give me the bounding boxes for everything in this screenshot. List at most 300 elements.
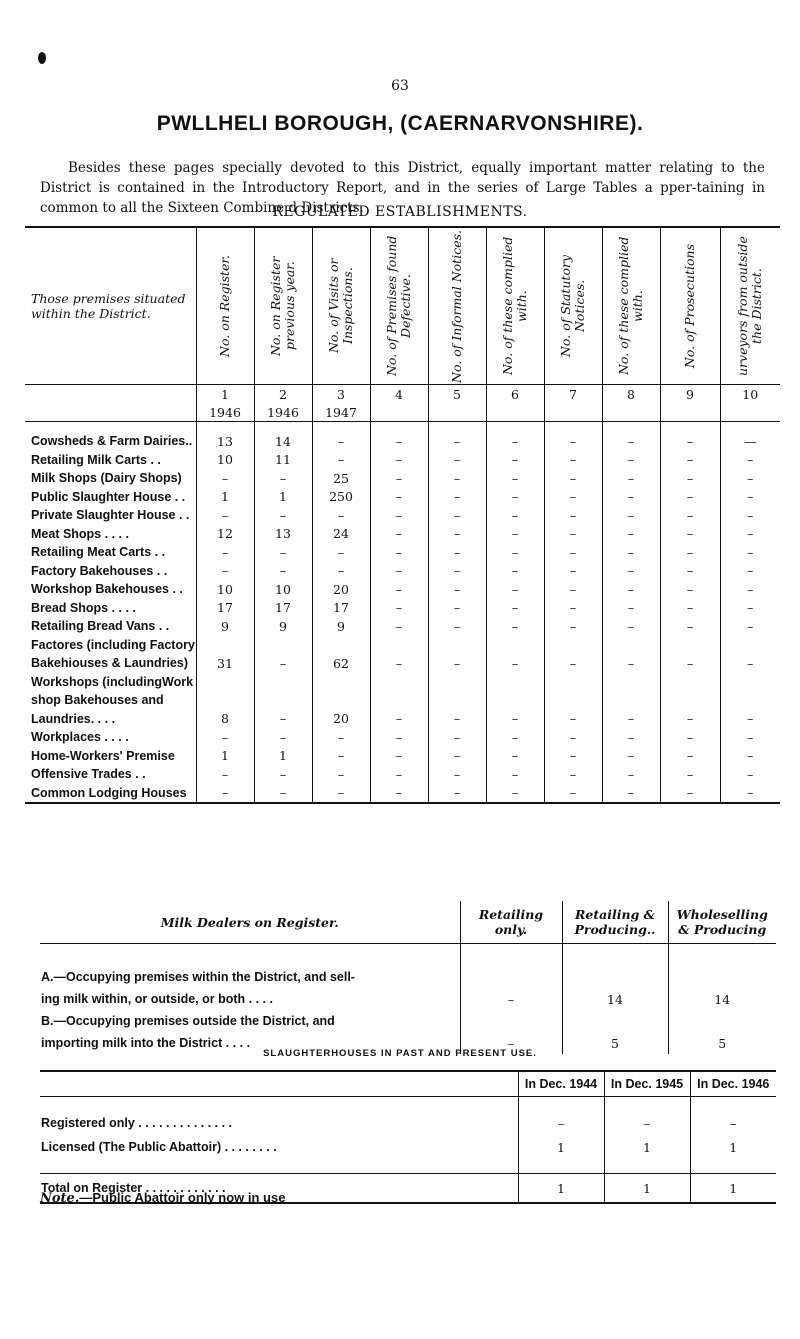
table-row bbox=[25, 432, 780, 451]
cell: 1 bbox=[196, 747, 254, 766]
row-label: Public Slaughter House . . bbox=[31, 489, 186, 504]
blank-cell bbox=[25, 385, 196, 404]
row-label: Total on Register . . . . . . . . . . . . bbox=[40, 1174, 518, 1204]
cell: – bbox=[486, 451, 544, 470]
cell: 9 bbox=[312, 617, 370, 636]
slaughterhouses-table bbox=[40, 1070, 776, 1204]
cell: 1 bbox=[604, 1174, 690, 1204]
table-row bbox=[25, 747, 780, 766]
cell: – bbox=[720, 765, 780, 784]
cell: 1 bbox=[518, 1135, 604, 1159]
cell: – bbox=[428, 488, 486, 507]
cell: 11 bbox=[254, 451, 312, 470]
cell: – bbox=[486, 728, 544, 747]
col-header: In Dec. 1946 bbox=[690, 1071, 776, 1097]
cell: 62 bbox=[312, 654, 370, 673]
cell: – bbox=[660, 432, 720, 451]
year-cell bbox=[720, 403, 780, 422]
cell: 17 bbox=[254, 599, 312, 618]
table-row bbox=[25, 525, 780, 544]
table-row bbox=[25, 636, 780, 655]
cell: – bbox=[720, 728, 780, 747]
cell bbox=[668, 966, 776, 988]
col-header: No. of Informal Notices. bbox=[428, 227, 486, 385]
column-number: 4 bbox=[370, 385, 428, 404]
cell bbox=[720, 636, 780, 655]
year-cell: 1947 bbox=[312, 403, 370, 422]
cell: 5 bbox=[562, 1032, 668, 1054]
table-row bbox=[40, 1010, 776, 1032]
cell bbox=[602, 673, 660, 692]
cell: – bbox=[544, 599, 602, 618]
cell: — bbox=[720, 432, 780, 451]
cell: – bbox=[254, 562, 312, 581]
row-label: Workplaces . . . . bbox=[31, 730, 129, 745]
cell: – bbox=[544, 747, 602, 766]
column-number: 6 bbox=[486, 385, 544, 404]
cell: – bbox=[254, 543, 312, 562]
cell: – bbox=[660, 451, 720, 470]
year-cell: 1946 bbox=[196, 403, 254, 422]
cell: – bbox=[370, 451, 428, 470]
column-number: 1 bbox=[196, 385, 254, 404]
cell: 1 bbox=[254, 747, 312, 766]
column-number: 10 bbox=[720, 385, 780, 404]
cell: 9 bbox=[254, 617, 312, 636]
cell: – bbox=[544, 765, 602, 784]
cell: – bbox=[312, 506, 370, 525]
cell bbox=[196, 673, 254, 692]
row-label: Retailing Bread Vans . . bbox=[31, 619, 170, 634]
cell: – bbox=[660, 562, 720, 581]
cell bbox=[602, 691, 660, 710]
cell: – bbox=[720, 451, 780, 470]
cell bbox=[562, 966, 668, 988]
cell: – bbox=[254, 469, 312, 488]
cell: 1 bbox=[518, 1174, 604, 1204]
cell: 8 bbox=[196, 710, 254, 729]
cell: – bbox=[460, 1032, 562, 1054]
cell: – bbox=[602, 654, 660, 673]
slaughterhouses-title: SLAUGHTERHOUSES IN PAST AND PRESENT USE. bbox=[263, 1048, 537, 1059]
cell: – bbox=[486, 747, 544, 766]
cell: – bbox=[486, 765, 544, 784]
cell bbox=[370, 636, 428, 655]
cell: – bbox=[602, 469, 660, 488]
cell: – bbox=[602, 728, 660, 747]
cell: 1 bbox=[690, 1135, 776, 1159]
table-row bbox=[40, 966, 776, 988]
cell: 250 bbox=[312, 488, 370, 507]
cell bbox=[460, 1010, 562, 1032]
cell: – bbox=[660, 525, 720, 544]
cell: – bbox=[254, 710, 312, 729]
cell: – bbox=[660, 599, 720, 618]
cell: – bbox=[370, 580, 428, 599]
cell: – bbox=[312, 432, 370, 451]
cell: – bbox=[196, 765, 254, 784]
cell: – bbox=[544, 525, 602, 544]
column-number: 8 bbox=[602, 385, 660, 404]
cell: – bbox=[370, 488, 428, 507]
section-title: REGULATED ESTABLISHMENTS. bbox=[272, 204, 528, 220]
regulated-establishments-table bbox=[25, 226, 780, 804]
cell: – bbox=[428, 543, 486, 562]
table-row bbox=[25, 765, 780, 784]
note-prefix: Note. bbox=[40, 1191, 80, 1206]
cell bbox=[428, 691, 486, 710]
cell bbox=[254, 691, 312, 710]
cell: – bbox=[428, 710, 486, 729]
year-cell bbox=[486, 403, 544, 422]
year-cell bbox=[428, 403, 486, 422]
cell: – bbox=[312, 451, 370, 470]
cell: 5 bbox=[668, 1032, 776, 1054]
cell: – bbox=[428, 728, 486, 747]
table-row bbox=[25, 562, 780, 581]
cell bbox=[660, 673, 720, 692]
table-row bbox=[25, 506, 780, 525]
year-cell bbox=[544, 403, 602, 422]
row-label: Home-Workers' Premise bbox=[31, 748, 175, 763]
cell bbox=[486, 673, 544, 692]
row-label: Meat Shops . . . . bbox=[31, 526, 129, 541]
cell: – bbox=[486, 432, 544, 451]
row-label: A.—Occupying premises within the District, and sell- bbox=[41, 970, 355, 984]
cell bbox=[254, 673, 312, 692]
cell: – bbox=[428, 451, 486, 470]
cell: – bbox=[602, 451, 660, 470]
cell: – bbox=[720, 525, 780, 544]
cell: – bbox=[720, 599, 780, 618]
cell: – bbox=[370, 617, 428, 636]
col-header: No. of these complied with. bbox=[602, 227, 660, 385]
cell: – bbox=[720, 543, 780, 562]
year-cell: 1946 bbox=[254, 403, 312, 422]
row-label: Workshops (includingWork bbox=[31, 674, 194, 689]
cell: – bbox=[660, 580, 720, 599]
cell: 25 bbox=[312, 469, 370, 488]
column-number: 9 bbox=[660, 385, 720, 404]
col-header: urveyors from outside the District. bbox=[720, 227, 780, 385]
cell: – bbox=[486, 525, 544, 544]
cell bbox=[720, 673, 780, 692]
cell: – bbox=[602, 617, 660, 636]
note-text: —Public Abattoir only now in use bbox=[79, 1190, 286, 1205]
cell: – bbox=[602, 580, 660, 599]
cell bbox=[312, 673, 370, 692]
cell: – bbox=[602, 525, 660, 544]
cell bbox=[544, 691, 602, 710]
cell: – bbox=[460, 988, 562, 1010]
row-label: Offensive Trades . . bbox=[31, 767, 146, 782]
row-label: Cowsheds & Farm Dairies.. bbox=[31, 434, 193, 449]
row-label: shop Bakehouses and bbox=[31, 693, 164, 708]
page-number: 63 bbox=[391, 78, 409, 94]
cell: 1 bbox=[254, 488, 312, 507]
cell bbox=[196, 691, 254, 710]
cell: – bbox=[720, 654, 780, 673]
cell: – bbox=[486, 654, 544, 673]
cell: – bbox=[602, 488, 660, 507]
cell: – bbox=[544, 654, 602, 673]
row-label: Factory Bakehouses . . bbox=[31, 563, 168, 578]
table-row bbox=[25, 673, 780, 692]
cell: – bbox=[428, 506, 486, 525]
cell: – bbox=[660, 784, 720, 804]
cell: 12 bbox=[196, 525, 254, 544]
table-row bbox=[25, 599, 780, 618]
cell: – bbox=[518, 1111, 604, 1135]
cell: – bbox=[720, 580, 780, 599]
column-number: 5 bbox=[428, 385, 486, 404]
cell: – bbox=[660, 728, 720, 747]
col-header: No. of Statutory Notices. bbox=[544, 227, 602, 385]
row-label: Retailing Milk Carts . . bbox=[31, 452, 161, 467]
cell: – bbox=[486, 469, 544, 488]
cell: – bbox=[544, 451, 602, 470]
cell: 13 bbox=[254, 525, 312, 544]
column-number-row bbox=[25, 385, 780, 404]
cell: – bbox=[428, 747, 486, 766]
cell: 1 bbox=[690, 1174, 776, 1204]
year-cell bbox=[370, 403, 428, 422]
cell: – bbox=[370, 506, 428, 525]
intro-paragraph: Besides these pages specially devoted to this District, equally important matter relating to the District is contained in the Introductory Report, and in the series of Large Tables a pper-taining in common to all the Sixteen Combine d Districts. bbox=[40, 160, 765, 216]
row-label: B.—Occupying premises outside the District, and bbox=[41, 1014, 335, 1028]
page-title: PWLLHELI BOROUGH, (CAERNARVONSHIRE). bbox=[156, 112, 644, 135]
cell: – bbox=[720, 562, 780, 581]
col-header: Retailing only. bbox=[460, 901, 562, 944]
cell: – bbox=[544, 488, 602, 507]
cell: – bbox=[312, 562, 370, 581]
cell: – bbox=[604, 1111, 690, 1135]
cell: 17 bbox=[312, 599, 370, 618]
cell: – bbox=[544, 617, 602, 636]
cell: – bbox=[428, 580, 486, 599]
cell: – bbox=[486, 543, 544, 562]
cell: – bbox=[428, 562, 486, 581]
cell: – bbox=[428, 525, 486, 544]
col-header: Wholeselling & Producing bbox=[668, 901, 776, 944]
table-row bbox=[25, 543, 780, 562]
table-row bbox=[25, 654, 780, 673]
cell: – bbox=[370, 784, 428, 804]
cell: – bbox=[544, 506, 602, 525]
cell bbox=[486, 691, 544, 710]
cell bbox=[370, 673, 428, 692]
cell: – bbox=[196, 562, 254, 581]
cell: – bbox=[690, 1111, 776, 1135]
cell: 20 bbox=[312, 710, 370, 729]
blank-cell bbox=[25, 403, 196, 422]
cell: 20 bbox=[312, 580, 370, 599]
cell: – bbox=[544, 784, 602, 804]
cell: – bbox=[720, 710, 780, 729]
col-header: In Dec. 1944 bbox=[518, 1071, 604, 1097]
cell: 14 bbox=[254, 432, 312, 451]
cell: – bbox=[602, 506, 660, 525]
cell: – bbox=[312, 728, 370, 747]
cell bbox=[254, 636, 312, 655]
cell bbox=[720, 691, 780, 710]
cell: 14 bbox=[562, 988, 668, 1010]
row-label: Private Slaughter House . . bbox=[31, 508, 190, 523]
row-label: Milk Shops (Dairy Shops) bbox=[31, 471, 182, 486]
cell: – bbox=[720, 488, 780, 507]
cell: – bbox=[486, 562, 544, 581]
cell: – bbox=[196, 469, 254, 488]
cell: – bbox=[370, 562, 428, 581]
cell: 13 bbox=[196, 432, 254, 451]
cell: – bbox=[370, 728, 428, 747]
col-header: No. on Register previous year. bbox=[254, 227, 312, 385]
cell: – bbox=[602, 432, 660, 451]
cell: – bbox=[544, 580, 602, 599]
cell bbox=[660, 691, 720, 710]
cell bbox=[428, 673, 486, 692]
cell: – bbox=[660, 654, 720, 673]
table-row bbox=[25, 728, 780, 747]
cell: – bbox=[428, 654, 486, 673]
table-row bbox=[40, 1111, 776, 1135]
milk-dealers-header: Milk Dealers on Register. bbox=[40, 901, 460, 944]
cell: – bbox=[486, 599, 544, 618]
cell: 1 bbox=[196, 488, 254, 507]
cell: – bbox=[660, 710, 720, 729]
cell: 10 bbox=[196, 451, 254, 470]
col-header: No. on Register. bbox=[196, 227, 254, 385]
cell bbox=[544, 636, 602, 655]
cell bbox=[370, 691, 428, 710]
cell: – bbox=[660, 506, 720, 525]
col-header: In Dec. 1945 bbox=[604, 1071, 690, 1097]
cell: – bbox=[720, 506, 780, 525]
cell: – bbox=[428, 617, 486, 636]
cell: – bbox=[544, 543, 602, 562]
cell bbox=[312, 691, 370, 710]
cell: – bbox=[660, 747, 720, 766]
cell: – bbox=[602, 543, 660, 562]
year-row bbox=[25, 403, 780, 422]
cell: – bbox=[196, 728, 254, 747]
cell: – bbox=[370, 710, 428, 729]
cell bbox=[562, 1010, 668, 1032]
cell: 17 bbox=[196, 599, 254, 618]
cell: – bbox=[486, 506, 544, 525]
table-row bbox=[25, 580, 780, 599]
cell: – bbox=[370, 599, 428, 618]
col-header: No. of Premises found Defective. bbox=[370, 227, 428, 385]
cell: – bbox=[602, 562, 660, 581]
cell: – bbox=[254, 506, 312, 525]
column-number: 2 bbox=[254, 385, 312, 404]
cell: 14 bbox=[668, 988, 776, 1010]
milk-dealers-table bbox=[40, 901, 776, 1054]
cell: – bbox=[370, 765, 428, 784]
cell: – bbox=[602, 747, 660, 766]
cell: – bbox=[312, 765, 370, 784]
cell bbox=[428, 636, 486, 655]
cell bbox=[668, 1010, 776, 1032]
cell bbox=[312, 636, 370, 655]
cell: – bbox=[720, 617, 780, 636]
cell: – bbox=[428, 765, 486, 784]
cell: – bbox=[602, 784, 660, 804]
table-row bbox=[25, 784, 780, 804]
table-row bbox=[25, 469, 780, 488]
cell: 1 bbox=[604, 1135, 690, 1159]
row-label: Factores (including Factory bbox=[31, 637, 195, 652]
cell: – bbox=[602, 710, 660, 729]
cell: – bbox=[660, 765, 720, 784]
cell: – bbox=[544, 432, 602, 451]
cell: – bbox=[312, 747, 370, 766]
col-header: Retailing & Producing.. bbox=[562, 901, 668, 944]
cell: – bbox=[254, 765, 312, 784]
table-row bbox=[40, 988, 776, 1010]
year-cell bbox=[602, 403, 660, 422]
col-header: No. of Prosecutions bbox=[660, 227, 720, 385]
cell: – bbox=[196, 506, 254, 525]
cell: – bbox=[370, 469, 428, 488]
cell: – bbox=[254, 728, 312, 747]
table-row bbox=[25, 451, 780, 470]
col-header: No. of these complied with. bbox=[486, 227, 544, 385]
cell: – bbox=[602, 599, 660, 618]
premises-header: Those premises situated within the District. bbox=[25, 227, 196, 385]
cell: – bbox=[312, 784, 370, 804]
row-label: Bread Shops . . . . bbox=[31, 600, 136, 615]
cell bbox=[544, 673, 602, 692]
cell: – bbox=[312, 543, 370, 562]
cell bbox=[196, 636, 254, 655]
cell: – bbox=[370, 525, 428, 544]
cell: – bbox=[486, 580, 544, 599]
cell: – bbox=[486, 784, 544, 804]
row-label: Licensed (The Public Abattoir) . . . . . . . . bbox=[41, 1140, 277, 1154]
cell: – bbox=[486, 710, 544, 729]
row-label: Common Lodging Houses bbox=[25, 784, 196, 804]
cell: 9 bbox=[196, 617, 254, 636]
cell: – bbox=[720, 469, 780, 488]
cell bbox=[460, 966, 562, 988]
row-label: Registered only . . . . . . . . . . . . . . bbox=[41, 1116, 233, 1130]
cell: – bbox=[720, 784, 780, 804]
cell: – bbox=[428, 784, 486, 804]
cell: – bbox=[254, 784, 312, 804]
column-number: 3 bbox=[312, 385, 370, 404]
year-cell bbox=[660, 403, 720, 422]
table-row bbox=[25, 617, 780, 636]
cell: – bbox=[660, 543, 720, 562]
cell: – bbox=[428, 469, 486, 488]
row-label: Bakehiouses & Laundries) bbox=[31, 656, 188, 671]
cell: – bbox=[660, 617, 720, 636]
cell: – bbox=[602, 765, 660, 784]
label-header bbox=[40, 1071, 518, 1097]
cell: – bbox=[370, 543, 428, 562]
row-label: importing milk into the District . . . . bbox=[41, 1036, 251, 1050]
cell: – bbox=[544, 710, 602, 729]
cell: – bbox=[486, 488, 544, 507]
cell bbox=[486, 636, 544, 655]
cell: – bbox=[196, 543, 254, 562]
row-label: Retailing Meat Carts . . bbox=[31, 545, 166, 560]
col-header: No. of Visits or Inspections. bbox=[312, 227, 370, 385]
table-row bbox=[25, 488, 780, 507]
cell bbox=[660, 636, 720, 655]
